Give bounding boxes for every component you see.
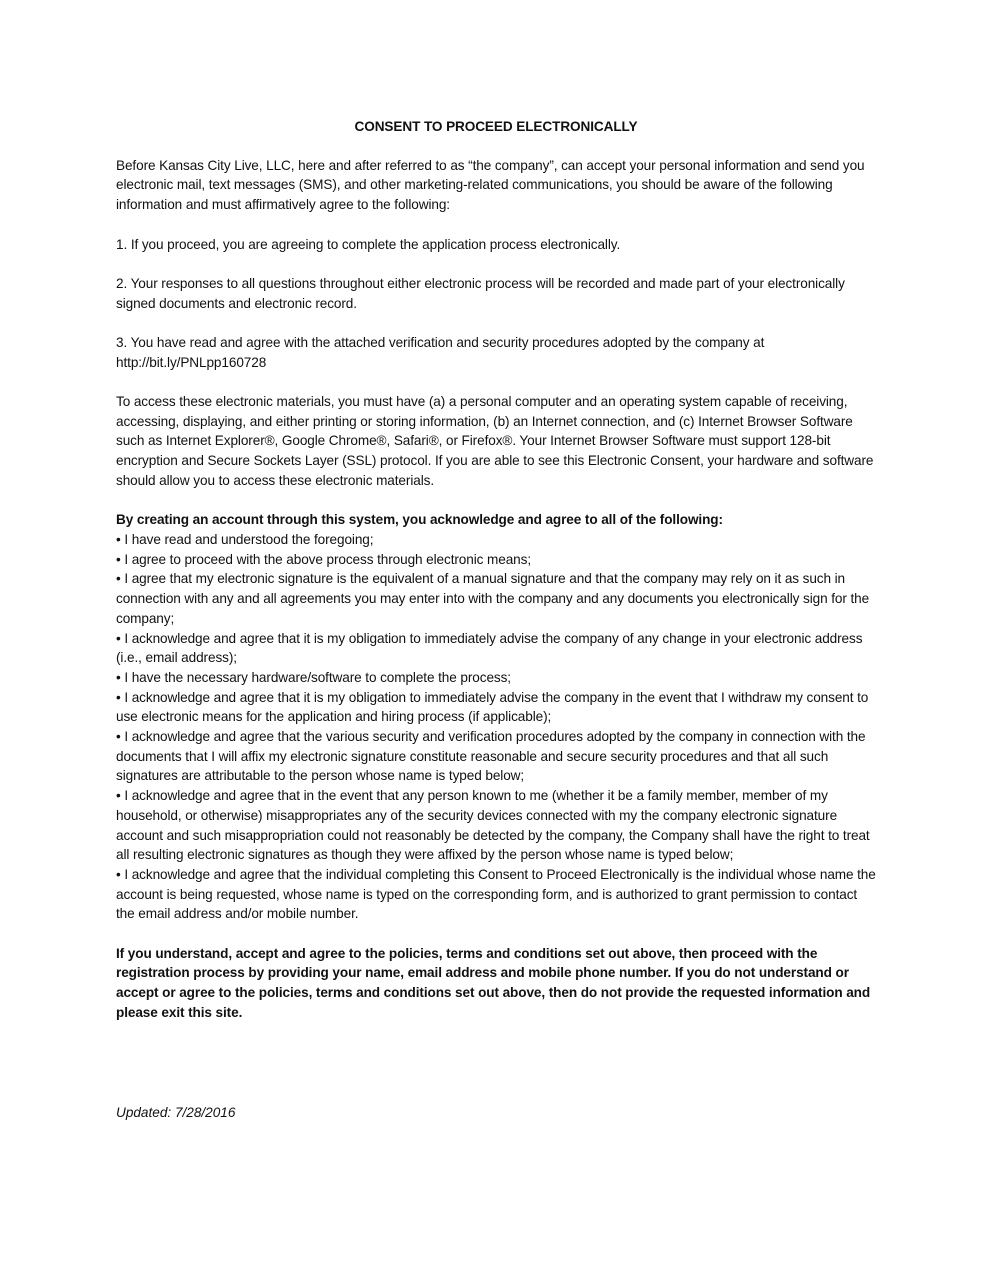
- list-item-text: I acknowledge and agree that it is my obligation to immediately advise the company in the event that I withdraw my consent to use electronic means for the application and hiring process (if applicable);: [116, 689, 869, 725]
- list-item: [116, 668, 876, 688]
- access-paragraph: To access these electronic materials, you must have (a) a personal computer and an operating system capable of receiving, accessing, displaying, and either printing or storing information, (b) an Internet connection, and (c) Internet Browser Software such as Internet Explorer®, Google Chrome®, Safari®, or Firefox®. Your Internet Browser Software must support 128-bit encryption and Secure Sockets Layer (SSL) protocol. If you are able to see this Electronic Consent, your hardware and software should allow you to access these electronic materials.: [116, 394, 874, 488]
- bullet-icon: •: [116, 551, 121, 567]
- bullet-icon: •: [116, 669, 121, 685]
- document-body: [116, 117, 876, 1042]
- list-item-text: I have the necessary hardware/software to complete the process;: [124, 669, 511, 685]
- list-item: [116, 865, 876, 924]
- updated-date: Updated: 7/28/2016: [116, 1105, 236, 1120]
- list-item-text: I acknowledge and agree that in the event that any person known to me (whether it be a family member, member of my household, or otherwise) misappropriates any of the security devices connected with my the company electronic signature account and such misappropriation could not reasonably be detected by the company, the Company shall have the right to treat all resulting electronic signatures as though they were affixed by the person whose name is typed below;: [116, 788, 870, 863]
- list-item: [116, 727, 876, 786]
- list-item-text: I acknowledge and agree that it is my obligation to immediately advise the company of any change in your electronic address (i.e., email address);: [116, 630, 863, 666]
- list-item: [116, 688, 876, 727]
- list-item: [116, 550, 876, 570]
- acknowledge-heading: By creating an account through this system, you acknowledge and agree to all of the following:: [116, 512, 723, 528]
- acknowledge-list: [116, 530, 876, 924]
- bullet-icon: •: [116, 866, 121, 882]
- list-item-text: I acknowledge and agree that the individual completing this Consent to Proceed Electronically is the individual whose name the account is being requested, whose name is typed on the corresponding form, and is authorized to grant permission to contact the email address and/or mobile number.: [116, 866, 876, 922]
- numbered-item-2: 2. Your responses to all questions throughout either electronic process will be recorded and made part of your electronically signed documents and electronic record.: [116, 275, 845, 311]
- list-item-text: I acknowledge and agree that the various security and verification procedures adopted by the company in connection with the documents that I will affix my electronic signature constitute reasonable and secure security procedures and that all such signatures are attributable to the person whose name is typed below;: [116, 729, 866, 784]
- bullet-icon: •: [116, 630, 121, 646]
- list-item-text: I have read and understood the foregoing;: [124, 531, 374, 547]
- closing-paragraph: If you understand, accept and agree to the policies, terms and conditions set out above, then proceed with the registration process by providing your name, email address and mobile phone number. If you do not understand or accept or agree to the policies, terms and conditions set out above, then do not provide the requested information and please exit this site.: [116, 945, 871, 1020]
- list-item: [116, 629, 876, 668]
- bullet-icon: •: [116, 531, 121, 547]
- list-item: [116, 530, 876, 550]
- bullet-icon: •: [116, 788, 121, 804]
- list-item-text: I agree that my electronic signature is the equivalent of a manual signature and that the company may rely on it as such in connection with any and all agreements you may enter into with the company and any documents you electronically sign for the company;: [116, 571, 870, 626]
- bullet-icon: •: [116, 689, 121, 705]
- list-item: [116, 569, 876, 628]
- list-item: [116, 786, 876, 865]
- bullet-icon: •: [116, 571, 121, 587]
- numbered-item-3: 3. You have read and agree with the attached verification and security procedures adopted by the company at http://bit.ly/PNLpp160728: [116, 334, 765, 370]
- document-title: CONSENT TO PROCEED ELECTRONICALLY: [354, 119, 638, 134]
- list-item-text: I agree to proceed with the above process through electronic means;: [124, 551, 532, 567]
- bullet-icon: •: [116, 729, 121, 745]
- numbered-item-1: 1. If you proceed, you are agreeing to complete the application process electronically.: [116, 236, 621, 252]
- intro-paragraph: Before Kansas City Live, LLC, here and after referred to as “the company”, can accept your personal information and send you electronic mail, text messages (SMS), and other marketing-related communications, you should be aware of the following information and must affirmatively agree to the following:: [116, 157, 865, 213]
